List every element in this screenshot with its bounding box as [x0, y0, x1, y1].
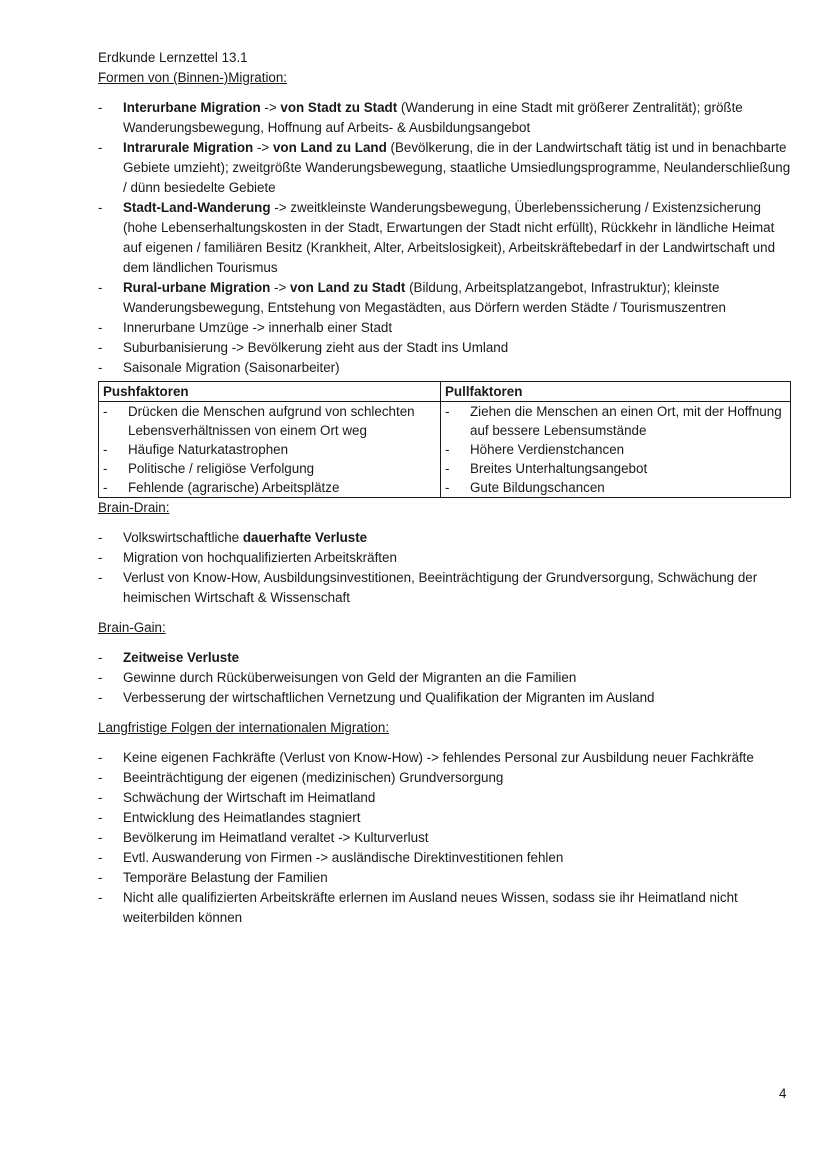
brain-drain-list	[98, 528, 793, 608]
section-heading-brain-gain: Brain-Gain:	[98, 620, 166, 635]
list-item: - Höhere Verdienstchancen	[445, 440, 786, 459]
list-item: - Beeinträchtigung der eigenen (medizinischen) Grundversorgung	[98, 768, 793, 788]
list-item: - Keine eigenen Fachkräfte (Verlust von Know-How) -> fehlendes Personal zur Ausbildung neuer Fachkräfte	[98, 748, 793, 768]
migration-forms-list	[98, 98, 793, 378]
list-item: - Gewinne durch Rücküberweisungen von Geld der Migranten an die Familien	[98, 668, 793, 688]
list-item: - Verbesserung der wirtschaftlichen Vernetzung und Qualifikation der Migranten im Ausland	[98, 688, 793, 708]
document-title: Erdkunde Lernzettel 13.1	[98, 50, 248, 65]
pull-factors-cell	[441, 402, 791, 498]
list-item: - Gute Bildungschancen	[445, 478, 786, 497]
long-term-consequences-list	[98, 748, 793, 928]
list-item: - Migration von hochqualifizierten Arbeitskräften	[98, 548, 793, 568]
list-item: - Rural-urbane Migration -> von Land zu Stadt (Bildung, Arbeitsplatzangebot, Infrastruktur); kleinste Wanderungsbewegung, Entstehung von Megastädten, aus Dörfern werden Städte / Tourismuszentren	[98, 278, 793, 318]
list-item: - Breites Unterhaltungsangebot	[445, 459, 786, 478]
table-header-row	[99, 382, 791, 402]
list-item: - Saisonale Migration (Saisonarbeiter)	[98, 358, 793, 378]
brain-gain-list	[98, 648, 793, 708]
section-heading-long-term-consequences: Langfristige Folgen der internationalen Migration:	[98, 720, 390, 735]
section-heading-migration-forms: Formen von (Binnen-)Migration:	[98, 70, 288, 85]
list-item: - Zeitweise Verluste	[98, 648, 793, 668]
push-factors-cell	[99, 402, 441, 498]
list-item: - Bevölkerung im Heimatland veraltet -> Kulturverlust	[98, 828, 793, 848]
list-item: - Politische / religiöse Verfolgung	[103, 459, 436, 478]
push-pull-factors-table	[98, 381, 791, 498]
list-item: - Innerurbane Umzüge -> innerhalb einer Stadt	[98, 318, 793, 338]
list-item: - Entwicklung des Heimatlandes stagniert	[98, 808, 793, 828]
list-item: - Suburbanisierung -> Bevölkerung zieht aus der Stadt ins Umland	[98, 338, 793, 358]
list-item: - Interurbane Migration -> von Stadt zu Stadt (Wanderung in eine Stadt mit größerer Zentralität); größte Wanderungsbewegung, Hoffnung auf Arbeits- & Ausbildungsangebot	[98, 98, 793, 138]
list-item: - Häufige Naturkatastrophen	[103, 440, 436, 459]
list-item: - Fehlende (agrarische) Arbeitsplätze	[103, 478, 436, 497]
table-row	[99, 402, 791, 498]
list-item: - Schwächung der Wirtschaft im Heimatland	[98, 788, 793, 808]
list-item: - Drücken die Menschen aufgrund von schlechten Lebensverhältnissen von einem Ort weg	[103, 402, 436, 440]
list-item: - Verlust von Know-How, Ausbildungsinvestitionen, Beeinträchtigung der Grundversorgung, Schwächung der heimischen Wirtschaft & Wissenschaft	[98, 568, 793, 608]
section-heading-brain-drain: Brain-Drain:	[98, 500, 170, 515]
list-item: - Ziehen die Menschen an einen Ort, mit der Hoffnung auf bessere Lebensumstände	[445, 402, 786, 440]
list-item: - Nicht alle qualifizierten Arbeitskräfte erlernen im Ausland neues Wissen, sodass sie ihr Heimatland nicht weiterbilden können	[98, 888, 793, 928]
document-page	[98, 48, 793, 928]
list-item: - Volkswirtschaftliche dauerhafte Verluste	[98, 528, 793, 548]
list-item: - Intrarurale Migration -> von Land zu Land (Bevölkerung, die in der Landwirtschaft tätig ist und in benachbarte Gebiete umzieht); zweitgrößte Wanderungsbewegung, staatliche Umsiedlungsprogramme, Neulanderschließung / dünn besiedelte Gebiete	[98, 138, 793, 198]
push-factors-header: Pushfaktoren	[99, 382, 441, 402]
list-item: - Stadt-Land-Wanderung -> zweitkleinste Wanderungsbewegung, Überlebenssicherung / Existenzsicherung (hohe Lebenserhaltungskosten in der Stadt, Erwartungen der Stadt nicht erfüllt), Rückkehr in ländliche Heimat auf eigenen / familiären Besitz (Krankheit, Alter, Arbeitslosigkeit), Arbeitskräftebedarf in der Landwirtschaft und dem ländlichen Tourismus	[98, 198, 793, 278]
pull-factors-header: Pullfaktoren	[441, 382, 791, 402]
list-item: - Temporäre Belastung der Familien	[98, 868, 793, 888]
page-number: 4	[779, 1086, 787, 1101]
list-item: - Evtl. Auswanderung von Firmen -> ausländische Direktinvestitionen fehlen	[98, 848, 793, 868]
